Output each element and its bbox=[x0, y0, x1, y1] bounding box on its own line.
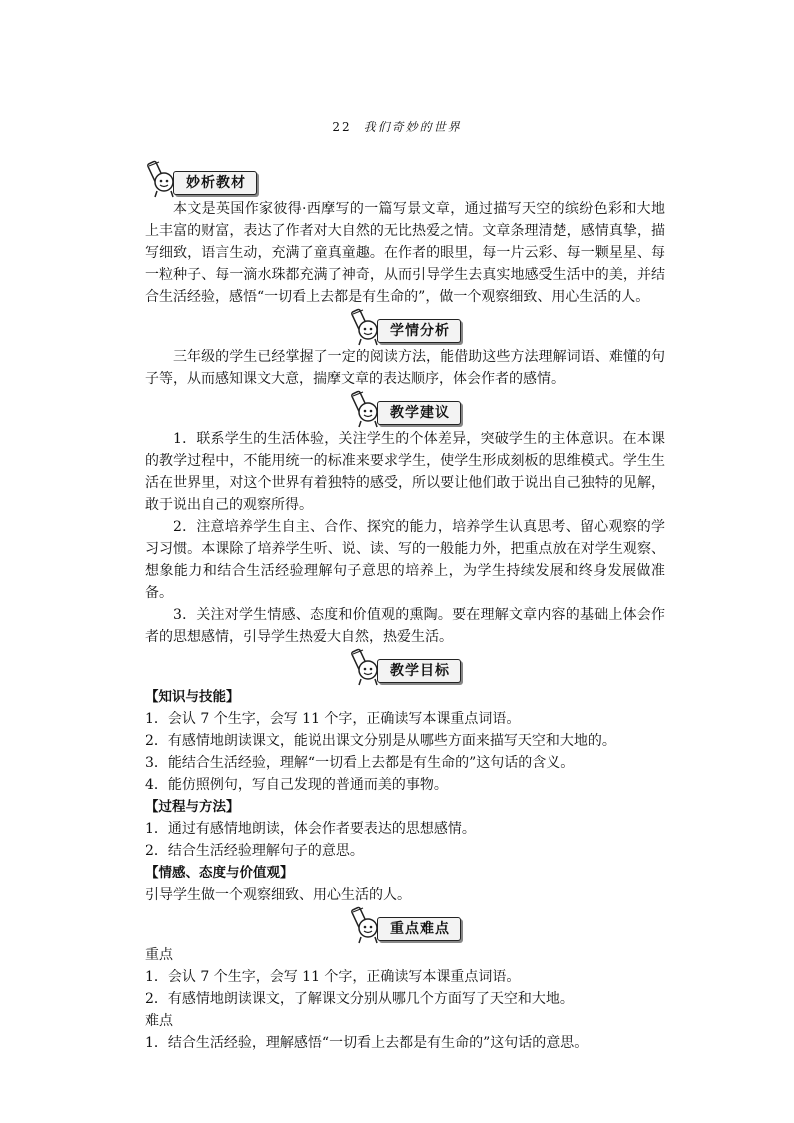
section-heading-goals bbox=[145, 648, 665, 686]
students-paragraph: 三年级的学生已经掌握了一定的阅读方法，能借助这些方法理解词语、难懂的句子等，从而感知课文大意，揣摩文章的表达顺序，体会作者的感情。 bbox=[145, 349, 665, 387]
section-title: 教学目标 bbox=[377, 659, 461, 683]
section-heading-suggestions bbox=[145, 390, 665, 428]
list-item: 4．能仿照例句，写自己发现的普通而美的事物。 bbox=[145, 777, 448, 793]
lesson-title: 我们奇妙的世界 bbox=[363, 120, 462, 134]
list-item: 1．结合生活经验，理解感悟“一切看上去都是有生命的”这句话的意思。 bbox=[145, 1035, 589, 1051]
section-title: 妙析教材 bbox=[173, 171, 257, 195]
content-body bbox=[145, 160, 665, 1054]
page-title bbox=[0, 118, 794, 135]
suggestion-paragraph: 1．联系学生的生活体验，关注学生的个体差异，突破学生的主体意识。在本课的教学过程中，不能用统一的标准来要求学生，使学生形成刻板的思维模式。学生生活在世界里，对这个世界有着独特的感受，所以要让他们敢于说出自己独特的见解，敢于说出自己的观察所得。 bbox=[145, 431, 665, 513]
subsection-label: 重点 bbox=[145, 947, 173, 963]
list-item: 1．通过有感情地朗读，体会作者要表达的思想感情。 bbox=[145, 821, 476, 837]
subsection-label: 难点 bbox=[145, 1013, 173, 1029]
list-item: 3．能结合生活经验，理解“一切看上去都是有生命的”这句话的含义。 bbox=[145, 755, 575, 771]
list-item: 2．有感情地朗读课文，了解课文分别从哪几个方面写了天空和大地。 bbox=[145, 991, 574, 1007]
suggestion-paragraph: 2．注意培养学生自主、合作、探究的能力，培养学生认真思考、留心观察的学习习惯。本课除了培养学生听、说、读、写的一般能力外，把重点放在对学生观察、想象能力和结合生活经验理解句子意思的培养上，为学生持续发展和终身发展做准备。 bbox=[145, 519, 665, 601]
section-title: 教学建议 bbox=[377, 401, 461, 425]
section-title: 学情分析 bbox=[377, 319, 461, 343]
suggestion-paragraph: 3．关注对学生情感、态度和价值观的熏陶。要在理解文章内容的基础上体会作者的思想感情，引导学生热爱大自然，热爱生活。 bbox=[145, 607, 665, 645]
list-item: 2．结合生活经验理解句子的意思。 bbox=[145, 843, 364, 859]
lesson-number: 22 bbox=[332, 120, 352, 134]
subsection-label: 【知识与技能】 bbox=[145, 689, 240, 705]
list-item: 2．有感情地朗读课文，能说出课文分别是从哪些方面来描写天空和大地的。 bbox=[145, 733, 616, 749]
section-heading-students bbox=[145, 308, 665, 346]
subsection-label: 【过程与方法】 bbox=[145, 799, 240, 815]
subsection-label: 【情感、态度与价值观】 bbox=[145, 865, 294, 881]
section-heading-analysis bbox=[145, 160, 665, 198]
analysis-paragraph: 本文是英国作家彼得·西摩写的一篇写景文章，通过描写天空的缤纷色彩和大地上丰富的财富，表达了作者对大自然的无比热爱之情。文章条理清楚，感情真挚，描写细致，语言生动，充满了童真童趣。在作者的眼里，每一片云彩、每一颗星星、每一粒种子、每一滴水珠都充满了神奇，从而引导学生去真实地感受生活中的美，并结合生活经验，感悟“一切看上去都是有生命的”，做一个观察细致、用心生活的人。 bbox=[145, 201, 665, 305]
section-title: 重点难点 bbox=[377, 917, 461, 941]
section-heading-keypoints bbox=[145, 906, 665, 944]
list-item: 1．会认 7 个生字，会写 11 个字，正确读写本课重点词语。 bbox=[145, 969, 521, 985]
list-item: 引导学生做一个观察细致、用心生活的人。 bbox=[145, 887, 411, 903]
list-item: 1．会认 7 个生字，会写 11 个字，正确读写本课重点词语。 bbox=[145, 711, 521, 727]
